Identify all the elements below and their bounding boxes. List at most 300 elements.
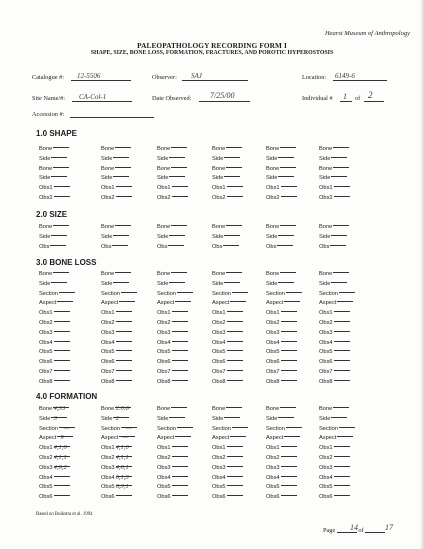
form-field[interactable] — [266, 165, 326, 175]
form-field[interactable] — [266, 464, 326, 474]
field-line — [224, 176, 240, 177]
form-field[interactable] — [319, 184, 379, 194]
field-label: Obs1 — [319, 445, 333, 452]
form-field[interactable] — [319, 454, 379, 464]
field-label: Obs5 — [101, 349, 115, 356]
form-field[interactable] — [212, 339, 272, 349]
form-field[interactable] — [212, 464, 272, 474]
field-line — [172, 495, 188, 496]
form-field[interactable] — [101, 339, 161, 349]
form-field[interactable] — [157, 290, 217, 300]
field-line — [280, 407, 296, 408]
form-field[interactable] — [39, 444, 99, 454]
field-line — [172, 485, 188, 486]
form-field[interactable] — [157, 348, 217, 358]
form-field[interactable] — [212, 299, 272, 309]
handwritten-value[interactable]: 4,33 — [53, 405, 66, 412]
site-value[interactable]: CA-Col-1 — [79, 93, 107, 101]
form-field[interactable] — [101, 464, 161, 474]
field-line — [333, 225, 349, 226]
form-field[interactable] — [101, 223, 161, 233]
form-field[interactable] — [39, 155, 99, 165]
form-field[interactable] — [39, 358, 99, 368]
field-column — [319, 145, 379, 204]
form-field[interactable] — [157, 444, 217, 454]
form-field[interactable] — [157, 405, 217, 415]
field-line — [227, 331, 243, 332]
form-field[interactable] — [101, 474, 161, 484]
handwritten-value[interactable]: 4,1,1 — [115, 453, 129, 461]
form-field[interactable] — [39, 348, 99, 358]
form-field[interactable] — [39, 290, 99, 300]
field-line — [334, 350, 350, 351]
form-field[interactable] — [319, 368, 379, 378]
form-field[interactable] — [39, 405, 99, 415]
form-field[interactable] — [319, 155, 379, 165]
date-line — [199, 101, 250, 102]
form-field[interactable] — [212, 483, 272, 493]
individual-line — [340, 101, 352, 102]
form-field[interactable] — [266, 378, 326, 388]
form-field[interactable] — [319, 223, 379, 233]
form-field[interactable] — [212, 434, 272, 444]
form-field[interactable] — [266, 425, 326, 435]
date-value[interactable]: 7/25/00 — [210, 91, 235, 100]
form-field[interactable] — [212, 194, 272, 204]
field-line — [113, 235, 129, 236]
form-field[interactable] — [266, 243, 326, 253]
field-label: Section — [266, 425, 285, 432]
form-field[interactable] — [319, 299, 379, 309]
form-field[interactable] — [101, 378, 161, 388]
field-line — [226, 225, 242, 226]
form-field[interactable] — [39, 493, 99, 503]
form-field[interactable] — [212, 165, 272, 175]
individual-total[interactable]: 2 — [368, 90, 373, 100]
form-field[interactable] — [266, 270, 326, 280]
field-label: Side — [157, 175, 169, 182]
form-field[interactable] — [39, 319, 99, 329]
form-field[interactable] — [157, 378, 217, 388]
field-line — [175, 436, 191, 437]
field-line — [331, 282, 347, 283]
form-field[interactable] — [212, 155, 272, 165]
form-field[interactable] — [157, 329, 217, 339]
form-field[interactable] — [266, 280, 326, 290]
form-field[interactable] — [212, 358, 272, 368]
form-field[interactable] — [101, 233, 161, 243]
form-field[interactable] — [212, 454, 272, 464]
form-field[interactable] — [266, 174, 326, 184]
field-column — [319, 405, 379, 503]
field-label: Obs6 — [157, 494, 171, 501]
form-field[interactable] — [266, 368, 326, 378]
field-line — [334, 485, 350, 486]
form-field[interactable] — [157, 194, 217, 204]
form-field[interactable] — [101, 243, 161, 253]
field-column — [101, 405, 161, 503]
form-field[interactable] — [212, 493, 272, 503]
form-field[interactable] — [101, 405, 161, 415]
form-field[interactable] — [212, 309, 272, 319]
form-field[interactable] — [266, 155, 326, 165]
form-field[interactable] — [39, 243, 99, 253]
catalogue-line — [71, 80, 131, 81]
form-field[interactable] — [101, 444, 161, 454]
form-field[interactable] — [212, 270, 272, 280]
form-field[interactable] — [101, 184, 161, 194]
field-line — [54, 360, 70, 361]
form-field[interactable] — [212, 223, 272, 233]
form-field[interactable] — [39, 329, 99, 339]
form-field[interactable] — [157, 319, 217, 329]
field-line — [227, 196, 243, 197]
field-label: Obs8 — [212, 378, 226, 385]
form-field[interactable] — [101, 270, 161, 280]
form-field[interactable] — [319, 270, 379, 280]
field-line — [278, 235, 294, 236]
field-line — [51, 282, 67, 283]
field-label: Obs4 — [319, 339, 333, 346]
form-field[interactable] — [39, 474, 99, 484]
form-field[interactable] — [212, 329, 272, 339]
field-label: Obs2 — [157, 454, 171, 461]
field-label: Obs6 — [319, 359, 333, 366]
form-field[interactable] — [101, 155, 161, 165]
form-field[interactable] — [266, 348, 326, 358]
form-field[interactable] — [101, 145, 161, 155]
field-label: Side — [266, 155, 278, 162]
handwritten-value[interactable]: 2 — [115, 414, 119, 422]
form-field[interactable] — [101, 493, 161, 503]
form-field[interactable] — [157, 454, 217, 464]
form-field[interactable] — [266, 194, 326, 204]
form-field[interactable] — [266, 319, 326, 329]
form-field[interactable] — [212, 415, 272, 425]
form-field[interactable] — [319, 483, 379, 493]
form-field[interactable] — [319, 309, 379, 319]
form-field[interactable] — [266, 309, 326, 319]
form-field[interactable] — [39, 280, 99, 290]
field-label: Obs2 — [266, 319, 280, 326]
form-field[interactable] — [319, 145, 379, 155]
field-label: Obs6 — [101, 494, 115, 501]
form-field[interactable] — [266, 184, 326, 194]
field-line — [334, 446, 350, 447]
form-field[interactable] — [266, 233, 326, 243]
form-field[interactable] — [101, 348, 161, 358]
form-field[interactable] — [212, 174, 272, 184]
form-field[interactable] — [319, 378, 379, 388]
handwritten-value[interactable]: 9 — [60, 434, 64, 442]
field-label: Obs5 — [39, 349, 53, 356]
form-field[interactable] — [39, 368, 99, 378]
form-field[interactable] — [319, 474, 379, 484]
field-line — [281, 360, 297, 361]
form-field[interactable] — [101, 368, 161, 378]
field-label: Obs3 — [266, 464, 280, 471]
field-line — [54, 341, 70, 342]
form-field[interactable] — [266, 223, 326, 233]
form-field[interactable] — [157, 233, 217, 243]
form-field[interactable] — [101, 280, 161, 290]
form-field[interactable] — [319, 339, 379, 349]
field-line — [334, 331, 350, 332]
form-field[interactable] — [266, 434, 326, 444]
form-field[interactable] — [319, 493, 379, 503]
form-field[interactable] — [319, 174, 379, 184]
handwritten-value[interactable]: 4,1,1 — [53, 453, 67, 461]
form-field[interactable] — [39, 309, 99, 319]
form-field[interactable] — [212, 405, 272, 415]
form-field[interactable] — [39, 464, 99, 474]
form-field[interactable] — [157, 309, 217, 319]
form-field[interactable] — [212, 368, 272, 378]
field-column — [212, 223, 272, 252]
field-line — [333, 272, 349, 273]
form-field[interactable] — [101, 434, 161, 444]
form-field[interactable] — [39, 339, 99, 349]
form-field[interactable] — [101, 329, 161, 339]
form-field[interactable] — [319, 444, 379, 454]
field-label: Side — [319, 233, 331, 240]
observer-value[interactable]: SAJ — [191, 72, 202, 80]
form-field[interactable] — [39, 233, 99, 243]
form-field[interactable] — [39, 483, 99, 493]
form-field[interactable] — [319, 358, 379, 368]
handwritten-value[interactable]: — — [122, 434, 129, 442]
field-line — [281, 476, 297, 477]
form-field[interactable] — [266, 444, 326, 454]
form-field[interactable] — [212, 319, 272, 329]
handwritten-value[interactable]: 6,3,1 — [115, 483, 129, 491]
form-field[interactable] — [157, 474, 217, 484]
handwritten-value[interactable]: 4,1,0 — [53, 444, 67, 452]
form-field[interactable] — [157, 464, 217, 474]
field-label: Obs2 — [319, 319, 333, 326]
form-field[interactable] — [212, 233, 272, 243]
form-field[interactable] — [101, 290, 161, 300]
form-field[interactable] — [157, 145, 217, 155]
form-field[interactable] — [157, 155, 217, 165]
form-field[interactable] — [319, 434, 379, 444]
form-field[interactable] — [101, 309, 161, 319]
form-field[interactable] — [266, 483, 326, 493]
form-field[interactable] — [39, 299, 99, 309]
field-label: Side — [157, 155, 169, 162]
field-label: Obs4 — [39, 339, 53, 346]
field-line — [171, 167, 187, 168]
handwritten-value[interactable]: 4,1,0 — [115, 444, 129, 452]
form-field[interactable] — [157, 368, 217, 378]
field-line — [172, 476, 188, 477]
page-value[interactable]: 14 — [350, 523, 358, 532]
field-line — [54, 350, 70, 351]
form-field[interactable] — [157, 299, 217, 309]
form-field[interactable] — [39, 454, 99, 464]
form-field[interactable] — [39, 434, 99, 444]
field-line — [333, 407, 349, 408]
form-field[interactable] — [39, 145, 99, 155]
field-label: Obs — [212, 243, 223, 250]
field-line — [172, 186, 188, 187]
catalogue-value[interactable]: 12-5506 — [77, 72, 101, 80]
form-field[interactable] — [319, 329, 379, 339]
field-label: Aspect — [266, 435, 284, 442]
form-field[interactable] — [39, 174, 99, 184]
form-field[interactable] — [212, 184, 272, 194]
form-field[interactable] — [212, 243, 272, 253]
form-field[interactable] — [212, 348, 272, 358]
field-label: Obs3 — [101, 329, 115, 336]
form-field[interactable] — [101, 483, 161, 493]
form-field[interactable] — [39, 223, 99, 233]
form-field[interactable] — [39, 425, 99, 435]
field-label: Section — [319, 290, 338, 297]
form-field[interactable] — [319, 165, 379, 175]
handwritten-value[interactable]: — — [125, 424, 132, 432]
field-line — [169, 282, 185, 283]
field-line — [54, 380, 70, 381]
form-field[interactable] — [39, 270, 99, 280]
field-label: Obs5 — [319, 349, 333, 356]
field-line — [226, 407, 242, 408]
date-label: Date Observed: — [152, 95, 192, 102]
field-line — [227, 360, 243, 361]
form-field[interactable] — [319, 425, 379, 435]
form-field[interactable] — [212, 425, 272, 435]
form-field[interactable] — [157, 358, 217, 368]
field-line — [172, 456, 188, 457]
field-line — [223, 245, 239, 246]
form-field[interactable] — [319, 464, 379, 474]
form-field[interactable] — [101, 194, 161, 204]
form-field[interactable] — [39, 165, 99, 175]
form-field[interactable] — [266, 474, 326, 484]
form-field[interactable] — [319, 280, 379, 290]
form-field[interactable] — [157, 280, 217, 290]
field-label: Obs3 — [266, 329, 280, 336]
field-line — [334, 370, 350, 371]
field-label: Obs1 — [39, 185, 53, 192]
form-field[interactable] — [319, 290, 379, 300]
form-field[interactable] — [157, 184, 217, 194]
field-label: Side — [101, 155, 113, 162]
form-field[interactable] — [319, 319, 379, 329]
form-field[interactable] — [157, 243, 217, 253]
field-label: Obs5 — [266, 349, 280, 356]
field-line — [334, 476, 350, 477]
form-field[interactable] — [319, 405, 379, 415]
form-field[interactable] — [266, 145, 326, 155]
form-field[interactable] — [266, 454, 326, 464]
form-field[interactable] — [266, 415, 326, 425]
field-label: Obs2 — [212, 194, 226, 201]
field-line — [281, 350, 297, 351]
field-line — [227, 321, 243, 322]
form-field[interactable] — [101, 165, 161, 175]
individual-value[interactable]: 1 — [343, 92, 347, 101]
form-field[interactable] — [266, 299, 326, 309]
form-field[interactable] — [157, 223, 217, 233]
form-field[interactable] — [39, 184, 99, 194]
form-field[interactable] — [157, 425, 217, 435]
form-field[interactable] — [39, 378, 99, 388]
form-field[interactable] — [157, 339, 217, 349]
form-field[interactable] — [212, 444, 272, 454]
handwritten-value[interactable]: 6,1,3 — [115, 473, 129, 481]
page-total[interactable]: 17 — [385, 523, 393, 532]
form-field[interactable] — [212, 474, 272, 484]
field-line — [115, 272, 131, 273]
field-line — [232, 427, 248, 428]
field-label: Obs1 — [39, 445, 53, 452]
field-line — [227, 350, 243, 351]
form-field[interactable] — [157, 415, 217, 425]
form-field[interactable] — [157, 493, 217, 503]
form-field[interactable] — [266, 493, 326, 503]
field-line — [172, 311, 188, 312]
form-field[interactable] — [212, 145, 272, 155]
form-field[interactable] — [101, 454, 161, 464]
handwritten-value[interactable]: 4,6,2 — [53, 463, 67, 471]
field-label: Obs3 — [319, 329, 333, 336]
form-field[interactable] — [101, 299, 161, 309]
form-field[interactable] — [157, 483, 217, 493]
form-field[interactable] — [157, 165, 217, 175]
form-field[interactable] — [266, 339, 326, 349]
form-field[interactable] — [319, 415, 379, 425]
field-label: Obs1 — [266, 185, 280, 192]
form-field[interactable] — [319, 233, 379, 243]
field-label: Bone — [266, 224, 280, 230]
field-line — [116, 186, 132, 187]
handwritten-value[interactable]: 3 — [53, 414, 57, 422]
form-field[interactable] — [266, 329, 326, 339]
field-label: Bone — [319, 271, 333, 277]
form-field[interactable] — [101, 425, 161, 435]
field-line — [278, 157, 294, 158]
form-field[interactable] — [266, 358, 326, 368]
field-label: Side — [157, 280, 169, 287]
form-field[interactable] — [157, 270, 217, 280]
field-line — [226, 272, 242, 273]
form-field[interactable] — [101, 319, 161, 329]
field-label: Aspect — [212, 300, 230, 307]
form-field[interactable] — [157, 434, 217, 444]
form-field[interactable] — [319, 348, 379, 358]
handwritten-value[interactable]: 2.0.6 — [115, 405, 129, 412]
form-field[interactable] — [39, 194, 99, 204]
handwritten-value[interactable]: 4,6,1 — [115, 463, 129, 471]
form-field[interactable] — [101, 174, 161, 184]
form-field[interactable] — [212, 378, 272, 388]
form-field[interactable] — [266, 405, 326, 415]
field-line — [113, 282, 129, 283]
form-field[interactable] — [101, 358, 161, 368]
form-field[interactable] — [212, 280, 272, 290]
form-field[interactable] — [157, 174, 217, 184]
handwritten-value[interactable]: — — [63, 424, 70, 432]
location-value[interactable]: 6149-6 — [335, 72, 355, 80]
field-line — [116, 350, 132, 351]
form-field[interactable] — [212, 290, 272, 300]
field-line — [116, 341, 132, 342]
form-field[interactable] — [319, 243, 379, 253]
form-field[interactable] — [319, 194, 379, 204]
field-label: Obs5 — [39, 484, 53, 491]
form-field[interactable] — [266, 290, 326, 300]
